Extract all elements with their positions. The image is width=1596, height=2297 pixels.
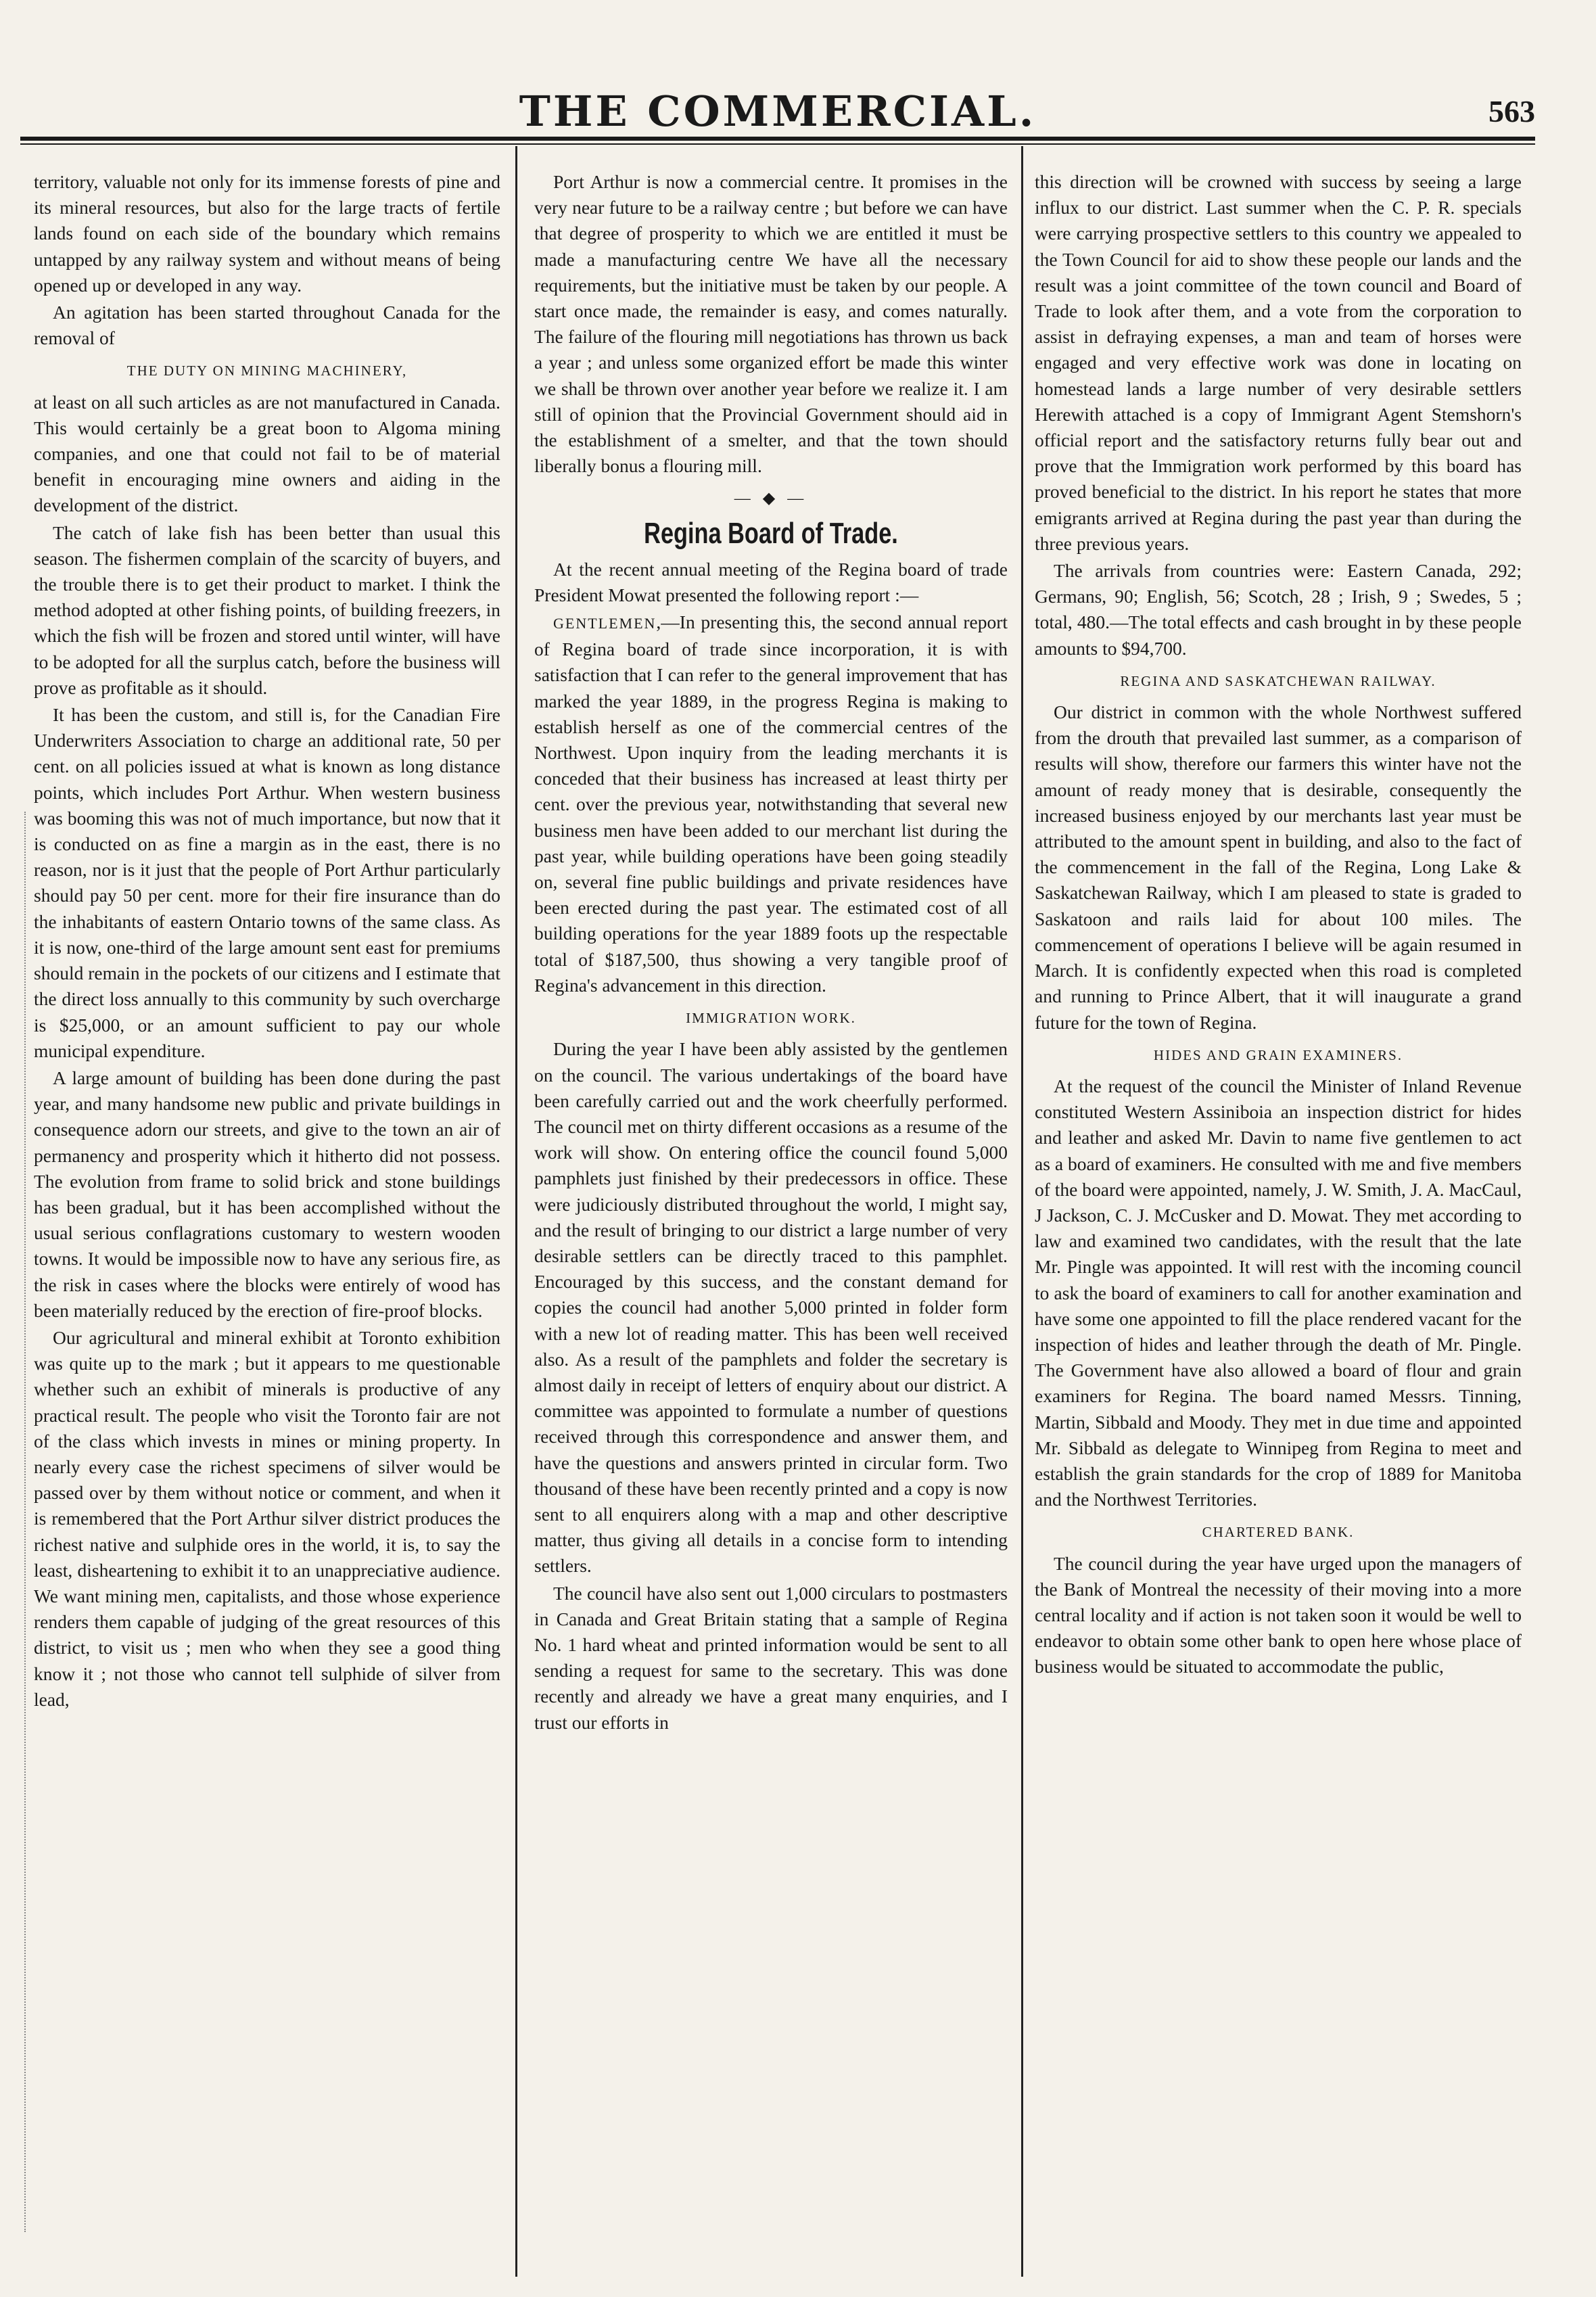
paragraph-text: ,—In presenting this, the second annual report of Regina board of trade since incorporation, it is with satisfaction that I can refer to the general improvement that has marked the year 1889, in the progress Regina is making to establish herself as one of the commercial centres of the Northwest. Upon inquiry from the leading merchants it is conceded that their business has increased at least thirty per cent. over the previous year, notwithstanding that several new business men have been added to our merchant list during the past year, while building operations have been going steadily on, several fine public buildings and private residences have been erected during the past year. The estimated cost of all building operations for the year 1889 foots up the respectable total of $187,500, thus showing a very tangible proof of Regina's advancement in this direction.: [534, 611, 1008, 996]
section-subhead: REGINA AND SASKATCHEWAN RAILWAY.: [1120, 672, 1436, 689]
section-ornament: — ◆ —: [734, 490, 808, 508]
column-3: [1035, 169, 1522, 2252]
paragraph: at least on all such articles as are not manufactured in Canada. This would certainly be a great boon to Algoma mining companies, and one that could not fail to be of material benefit in encouraging mine owners and aiding in the development of the district.: [34, 391, 500, 516]
paragraph: The council during the year have urged upon the managers of the Bank of Montreal the necessity of their moving into a more central locality and if action is not taken soon it would be well to endeavor to obtain some other bank to open here whose place of business would be situated to accommodate the public,: [1035, 1552, 1522, 1677]
masthead: [20, 88, 1535, 135]
section-subhead: HIDES AND GRAIN EXAMINERS.: [1153, 1046, 1403, 1063]
paragraph: territory, valuable not only for its immense forests of pine and its mineral resources, but also for the large tracts of fertile lands found on each side of the boundary which remains untapped by any railway system and without means of being opened up or developed in any way.: [34, 171, 500, 296]
masthead-rule-thick: [20, 137, 1535, 141]
section-subhead: IMMIGRATION WORK.: [686, 1010, 856, 1027]
column-1: [34, 169, 500, 2252]
binding-edge: [0, 812, 26, 2232]
paragraph: The catch of lake fish has been better than usual this season. The fishermen complain of the scarcity of buyers, and the trouble there is to get their product to market. I think the method adopted at other fishing points, of building freezers, in which the fish will be frozen and stored until winter, will have to be adopted for all the surplus catch, before the business will prove as profitable as it should.: [34, 521, 500, 698]
paragraph: The arrivals from countries were: Eastern Canada, 292; Germans, 90; English, 56; Scotch, 28 ; Irish, 9 ; Swedes, 5 ; total, 480.—The total effects and cash brought in by these people amounts to $94,700.: [1035, 560, 1522, 659]
column-divider-1: [515, 146, 517, 2277]
paragraph: Port Arthur is now a commercial centre. It promises in the very near future to be a railway centre ; but before we can have that degree of prosperity to which we are entitled it must be made a manufacturing centre We have all the necessary requirements, but the initiative must be taken by our people. A start once made, the remainder is easy, and comes naturally. The failure of the flouring mill negotiations has thrown us back a year ; and unless some organized effort be made this winter we shall be thrown over another year before we realize it. I am still of opinion that the Provincial Government should aid in the establishment of a smelter, and that the town should liberally bonus a flouring mill.: [534, 171, 1008, 477]
paragraph: During the year I have been ably assisted by the gentlemen on the council. The various undertakings of the board have been carefully carried out and the work cheerfully performed. The council met on thirty different occasions as a resume of the work will show. On entering office the council found 5,000 pamphlets just finished by their predecessors in office. These were judiciously distributed throughout the world, I might say, and the result of bringing to our district a large number of very desirable settlers can be directly traced to this pamphlet. Encouraged by this success, and the constant demand for copies the council had another 5,000 printed in folder form with a new lot of reading matter. This has been well received also. As a result of the pamphlets and folder the secretary is almost daily in receipt of letters of enquiry about our district. A committee was appointed to formulate a number of questions received through this correspondence and answer them, and have the questions and answers printed in circular form. Two thousand of these have been recently printed and a copy is now sent to all enquirers along with a map and other descriptive matter, thus giving all details in a concise form to intending settlers.: [534, 1038, 1008, 1577]
masthead-rule-thin: [20, 143, 1535, 145]
section-subhead: CHARTERED BANK.: [1202, 1524, 1355, 1541]
paragraph: The council have also sent out 1,000 circulars to postmasters in Canada and Great Britain stating that a sample of Regina No. 1 hard wheat and printed information would be sent to all sending a request for same to the secretary. This was done recently and already we have a great many enquiries, and I trust our efforts in: [534, 1582, 1008, 1733]
paragraph: Our agricultural and mineral exhibit at Toronto exhibition was quite up to the mark ; but it appears to me questionable whether such an exhibit of minerals is productive of any practical result. The people who visit the Toronto fair are not of the class which invests in mines or mining property. In nearly every case the richest specimens of silver would be passed over by them without notice or comment, and when it is remembered that the Port Arthur silver district produces the richest native and sulphide ores in the world, it is, to say the least, disheartening to exhibit it to an unappreciative audience. We want mining men, capitalists, and those whose experience renders them capable of judging of the great resources of this district, to visit us ; men who when they see a good thing know it ; not those who cannot tell sulphide of silver from lead,: [34, 1326, 500, 1710]
column-2: [534, 169, 1008, 2252]
paragraph: A large amount of building has been done during the past year, and many handsome new public and private buildings in consequence adorn our streets, and give to the town an air of permanency and prosperity which it hitherto did not possess. The evolution from frame to solid brick and stone buildings has been gradual, but it has been accomplished without the usual serious conflagrations customary to western wooden towns. It would be impossible now to have any serious fire, as the risk in cases where the blocks were entirely of wood has been materially reduced by the erection of fire-proof blocks.: [34, 1067, 500, 1321]
paragraph: At the request of the council the Minister of Inland Revenue constituted Western Assiniboia an inspection district for hides and leather and asked Mr. Davin to name five gentlemen to act as a board of examiners. He consulted with me and five members of the board were appointed, namely, J. W. Smith, J. A. MacCaul, J Jackson, C. J. McCusker and D. Mowat. They met according to law and examined two candidates, with the result that the late Mr. Pingle was appointed. It will rest with the incoming council to ask the board of examiners to call for another examination and have some one appointed to fill the place rendered vacant for the inspection of hides and leather through the death of Mr. Pingle. The Government have also allowed a board of flour and grain examiners for Regina. The board named Messrs. Tinning, Martin, Sibbald and Moody. They met in due time and appointed Mr. Sibbald as delegate to Winnipeg from Regina to meet and establish the grain standards for the crop of 1889 for Manitoba and the Northwest Territories.: [1035, 1075, 1522, 1510]
section-subhead: THE DUTY ON MINING MACHINERY,: [126, 363, 408, 379]
paragraph: this direction will be crowned with success by seeing a large influx to our district. Last summer when the C. P. R. specials were carrying prospective settlers to this country we appealed to the Town Council for aid to show these people our lands and the result was a joint committee of the town council and Board of Trade to look after them, and a vote from the corporation to assist in defraying expenses, a man and team of horses were engaged and very effective work was done in locating on homestead lands a large number of very desirable settlers Herewith attached is a copy of Immigrant Agent Stemshorn's official report and the satisfactory returns fully bear out and prove that the Immigration work performed by this board has proved beneficial to the district. In his report he states that more emigrants arrived at Regina during the past year than during the three previous years.: [1035, 171, 1522, 554]
paragraph: At the recent annual meeting of the Regina board of trade President Mowat presented the following report :—: [534, 558, 1008, 605]
paragraph: An agitation has been started throughout Canada for the removal of: [34, 302, 500, 349]
newspaper-title: THE COMMERCIAL.: [519, 87, 1037, 136]
article-headline: Regina Board of Trade.: [644, 516, 898, 550]
paragraph: Our district in common with the whole Northwest suffered from the drouth that prevailed last summer, as a comparison of results will show, therefore our farmers this winter have not the amount of ready money that is desirable, consequently the increased business enjoyed by our merchants last year must be attributed to the amount spent in building, and also to the fact of the commencement in the fall of the Regina, Long Lake & Saskatchewan Railway, which I am pleased to state is graded to Saskatoon and rails laid for about 100 miles. The commencement of operations I believe will be again resumed in March. It is confidently expected when this road is completed and running to Prince Albert, that it will inaugurate a grand future for the town of Regina.: [1035, 701, 1522, 1033]
page-number: 563: [1488, 94, 1535, 129]
paragraph: [534, 609, 1008, 998]
paragraph: It has been the custom, and still is, for the Canadian Fire Underwriters Association to charge an additional rate, 50 per cent. on all policies issued at what is known as long distance points, which includes Port Arthur. When western business was booming this was not of much importance, but now that it is conducted on as fine a margin as in the east, there is no reason, nor is it just that the people of Port Arthur particularly should pay 50 per cent. more for their fire insurance than do the inhabitants of eastern Ontario towns of the same class. As it is now, one-third of the large amount sent east for premiums should remain in the pockets of our citizens and I estimate that the direct loss annually to this community by such overcharge is $25,000, or an amount sufficient to pay our whole municipal expenditure.: [34, 704, 500, 1061]
salutation: GENTLEMEN: [553, 615, 657, 632]
column-divider-2: [1021, 146, 1023, 2277]
